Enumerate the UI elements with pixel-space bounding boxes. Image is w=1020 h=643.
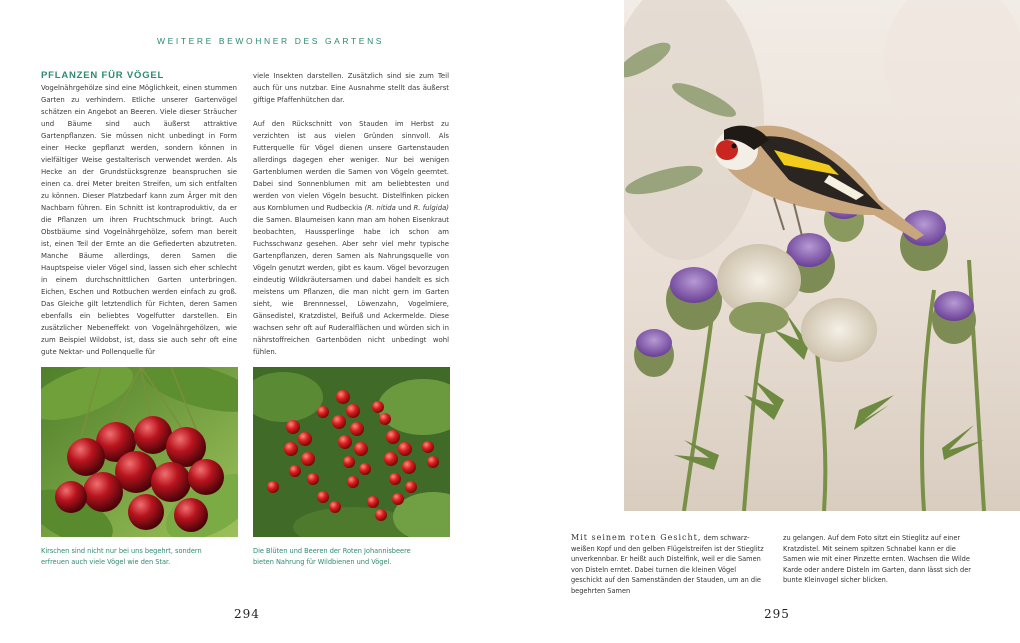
goldfinch-illustration: [624, 0, 1020, 511]
running-head: WEITERE BEWOHNER DES GARTENS: [157, 36, 385, 46]
caption-goldfinch-col1: [571, 533, 767, 596]
paragraph-perennials-c: die Samen. Blaumeisen kann man am hohen Eisenkraut beobachten, Haussperlinge habe ich schon am Fuchsschwanz gesehen. Aber sehr viel mehr typische Gartenpflanzen, deren Samen als Nahrungsquelle von Vögeln genutzt werden, gibt es kaum. Vögel bevorzugen eindeutig Wildkräutersamen und dabei handelt es sich meistens um Pflanzen, die man nicht gern im Garten sieht, wie Brennnessel, Löwenzahn, Vogelmiere, Gänsedistel, Kratzdistel, Beifuß und Ackermelde. Diese wachsen sehr oft auf Ruderalflächen und würden sich in nährstoffreichen Gartenböden nicht unbedingt wohl fühlen.: [253, 216, 449, 356]
paragraph-insects: viele Insekten darstellen. Zusätzlich sind sie zum Teil auch für uns nutzbar. Eine Ausnahme stellt das äußerst giftige Pfaffenhütchen dar.: [253, 72, 449, 104]
currants-photo: [253, 367, 450, 537]
caption-currants: Die Blüten und Beeren der Roten Johannisbeere bieten Nahrung für Wildbienen und Vögel.: [253, 547, 411, 566]
species-name-nitida: (R. nitida: [364, 204, 396, 212]
caption-goldfinch-col2: zu gelangen. Auf dem Foto sitzt ein Stieglitz auf einer Kratzdistel. Mit seinem spitzen Schnabel kann er die Samen wie mit einer Pinzette ernten. Wachsen die Wilde Karde oder andere Disteln im Garten, dann lässt sich der bunte Kleinvogel sicher blicken.: [783, 534, 971, 584]
body-column-right: [253, 70, 449, 370]
paragraph-perennials-a: Auf den Rückschnitt von Stauden im Herbst zu verzichten ist aus vielen Gründen sinnvoll. Als Futterquelle für Vögel dienen unsere Gartenstauden allerdings dagegen eher weniger. Nur bei wenigen Gartenblumen werden die Samen von Vögeln geerntet. Dabei sind Sonnenblumen mit am beliebtesten und werden von vielen Vögeln besucht. Distelfinken picken aus Kornblumen und Rudbeckia: [253, 120, 449, 212]
body-text-left: Vogelnährgehölze sind eine Möglichkeit, einen stummen Garten zu verhindern. Etliche unserer Gartenvögel schätzen ein Angebot an Beeren. Viele dieser Sträucher und Bäume sind auch äußerst attraktive Gartenpflanzen. Sie müssen nicht unbedingt in Form einer Hecke gepflanzt werden, sondern können in vielfältiger Weise gestalterisch verwendet werden. Als Hecke an der Grundstücksgrenze beanspruchen sie einen ca. drei Meter breiten Streifen, um sich entfalten zu können. Dieser Platzbedarf kann zum Ärger mit den Nachbarn führen. Ein Schnitt ist kontraproduktiv, da er die Pflanzen um ihren Fruchtschmuck bringt. Auch Obstbäume sind Vogelnährgehölze, sofern man bereit ist, einen Teil der Ernte an die Gefiederten abzutreten. Manche Bäume allerdings, deren Samen die Hauptspeise vieler Vögel sind, lassen sich eher schlecht in einem durchschnittlichen Garten unterbringen. Eichen, Eschen und Rotbuchen werden einfach zu groß. Das Gleiche gilt letztendlich für Fichten, deren Samen ebenfalls ein beliebtes Vogelfutter darstellen. Ein zusätzlicher Nebeneffekt von Vogelnährgehölzen, wie zum Beispiel Wildobst, ist, dass sie auch sehr oft eine gute Nektar- und Pollenquelle für: [41, 84, 237, 356]
page-number-right: 295: [764, 607, 790, 621]
body-column-left: [41, 82, 237, 358]
goldfinch-photo: [624, 0, 1020, 511]
section-heading: PFLANZEN FÜR VÖGEL: [41, 70, 165, 81]
currants-illustration: [253, 367, 450, 537]
page-number-left: 294: [234, 607, 260, 621]
paragraph-perennials: [253, 118, 449, 358]
cherries-illustration: [41, 367, 238, 537]
caption-cherries: Kirschen sind nicht nur bei uns begehrt, sondern erfreuen auch viele Vögel wie den Star.: [41, 547, 202, 566]
species-name-fulgida: R. fulgida): [413, 204, 449, 212]
cherries-photo: [41, 367, 238, 537]
caption-goldfinch-lead: Mit seinem roten Gesicht,: [571, 533, 702, 542]
caption-goldfinch-text1: dem schwarz-weißen Kopf und den gelben Flügelstreifen ist der Stieglitz unverkennbar. Er heißt auch Distelfink, weil er die Samen von Disteln erntet. Dabei turnen die kleinen Vögel geschickt auf den Samenständen der Stauden, um an die begehrten Samen: [571, 534, 764, 595]
paragraph-perennials-b: und: [395, 204, 414, 212]
